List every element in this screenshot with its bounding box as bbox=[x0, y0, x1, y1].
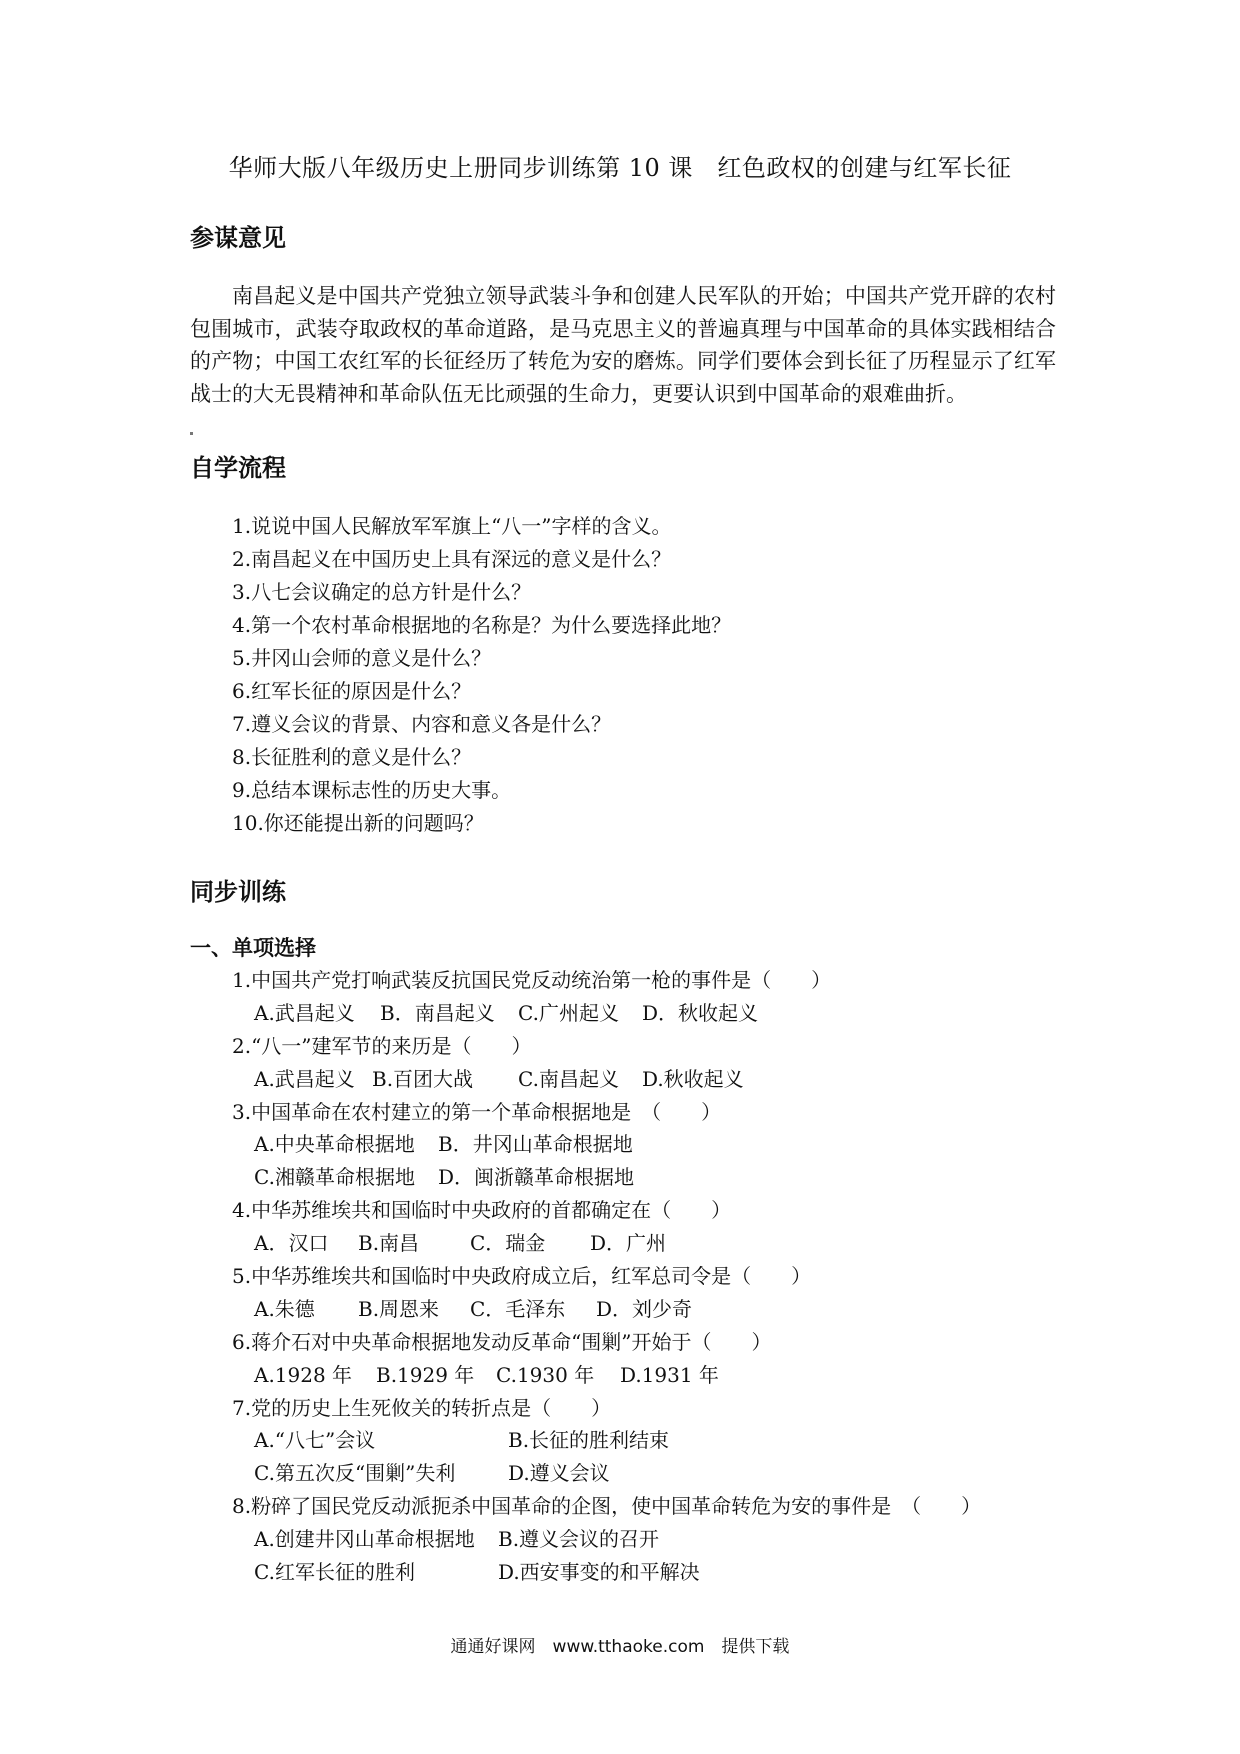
answer-option: B.遵义会议的召开 bbox=[498, 1527, 660, 1552]
answer-option: D．秋收起义 bbox=[642, 1000, 759, 1025]
answer-option: D.西安事变的和平解决 bbox=[498, 1560, 700, 1585]
question-stem: 1.中国共产党打响武装反抗国民党反动统治第一枪的事件是（ ） bbox=[232, 968, 832, 992]
question-stem: 7.党的历史上生死攸关的转折点是（ ） bbox=[232, 1395, 612, 1420]
multiple-choice-list bbox=[232, 964, 1132, 1589]
self-study-question: 6.红军长征的原因是什么？ bbox=[232, 679, 472, 703]
question-stem: 5.中华苏维埃共和国临时中央政府成立后，红军总司令是（ ） bbox=[232, 1264, 812, 1289]
answer-option: D.秋收起义 bbox=[642, 1066, 744, 1091]
self-study-question-list bbox=[232, 510, 731, 840]
advice-heading: 参谋意见 bbox=[190, 224, 286, 252]
training-heading: 同步训练 bbox=[190, 878, 286, 906]
answer-option: A.朱德 bbox=[254, 1296, 315, 1321]
question-stem: 2.“八一”建军节的来历是（ ） bbox=[232, 1033, 532, 1058]
self-study-question: 9.总结本课标志性的历史大事。 bbox=[232, 778, 512, 802]
answer-option: B.1929 年 bbox=[376, 1362, 475, 1387]
stray-mark bbox=[190, 432, 193, 435]
answer-option: D.遵义会议 bbox=[508, 1461, 610, 1486]
answer-option: A.1928 年 bbox=[254, 1362, 353, 1387]
answer-option: C.红军长征的胜利 bbox=[254, 1560, 415, 1585]
answer-option: C．毛泽东 bbox=[470, 1296, 566, 1321]
answer-option: D．广州 bbox=[590, 1231, 667, 1256]
answer-option: C.湘赣革命根据地 bbox=[254, 1165, 415, 1190]
answer-option: C.第五次反“围剿”失利 bbox=[254, 1461, 456, 1486]
question-stem: 6.蒋介石对中央革命根据地发动反革命“围剿”开始于（ ） bbox=[232, 1329, 772, 1354]
answer-option: B．井冈山革命根据地 bbox=[438, 1132, 633, 1157]
answer-option: D．刘少奇 bbox=[596, 1296, 693, 1321]
answer-option: B.百团大战 bbox=[372, 1066, 474, 1091]
self-study-question: 8.长征胜利的意义是什么？ bbox=[232, 745, 472, 769]
answer-option: A.武昌起义 bbox=[254, 1000, 355, 1025]
self-study-question: 3.八七会议确定的总方针是什么？ bbox=[232, 580, 532, 604]
answer-option: A.武昌起义 bbox=[254, 1066, 355, 1091]
self-study-question: 7.遵义会议的背景、内容和意义各是什么？ bbox=[232, 712, 612, 736]
question-stem: 8.粉碎了国民党反动派扼杀中国革命的企图，使中国革命转危为安的事件是 （ ） bbox=[232, 1494, 982, 1519]
question-stem: 4.中华苏维埃共和国临时中央政府的首都确定在（ ） bbox=[232, 1198, 732, 1223]
self-study-question: 2.南昌起义在中国历史上具有深远的意义是什么？ bbox=[232, 547, 672, 571]
multiple-choice-subheading: 一、单项选择 bbox=[190, 936, 316, 960]
question-stem: 3.中国革命在农村建立的第一个革命根据地是 （ ） bbox=[232, 1099, 722, 1124]
answer-option: B．南昌起义 bbox=[380, 1000, 495, 1025]
self-study-question: 1.说说中国人民解放军军旗上“八一”字样的含义。 bbox=[232, 514, 672, 538]
answer-option: A．汉口 bbox=[254, 1231, 329, 1256]
answer-option: B.周恩来 bbox=[358, 1296, 440, 1321]
answer-option: C.南昌起义 bbox=[518, 1066, 619, 1091]
answer-option: D．闽浙赣革命根据地 bbox=[438, 1165, 635, 1190]
self-study-question: 5.井冈山会师的意义是什么？ bbox=[232, 646, 492, 670]
answer-option: C.广州起义 bbox=[518, 1000, 619, 1025]
advice-paragraph: 南昌起义是中国共产党独立领导武装斗争和创建人民军队的开始；中国共产党开辟的农村包围城市，武装夺取政权的革命道路，是马克思主义的普遍真理与中国革命的具体实践相结合的产物；中国工农红军的长征经历了转危为安的磨炼。同学们要体会到长征了历程显示了红军战士的大无畏精神和革命队伍无比顽强的生命力，更要认识到中国革命的艰难曲折。 bbox=[190, 284, 1056, 406]
document-title: 华师大版八年级历史上册同步训练第 10 课 红色政权的创建与红军长征 bbox=[228, 154, 1012, 182]
answer-option: B.南昌 bbox=[358, 1231, 420, 1256]
answer-option: D.1931 年 bbox=[620, 1362, 719, 1387]
answer-option: A.创建井冈山革命根据地 bbox=[254, 1527, 475, 1552]
self-study-question: 4.第一个农村革命根据地的名称是？为什么要选择此地？ bbox=[232, 613, 732, 637]
answer-option: B.长征的胜利结束 bbox=[508, 1428, 670, 1453]
self-study-heading: 自学流程 bbox=[190, 454, 286, 482]
self-study-question: 10.你还能提出新的问题吗？ bbox=[232, 811, 484, 835]
answer-option: C.1930 年 bbox=[496, 1362, 595, 1387]
answer-option: A.中央革命根据地 bbox=[254, 1132, 415, 1157]
answer-option: A.“八七”会议 bbox=[254, 1428, 376, 1453]
footer-credit: 通通好课网 www.tthaoke.com 提供下载 bbox=[450, 1637, 790, 1657]
answer-option: C．瑞金 bbox=[470, 1231, 546, 1256]
